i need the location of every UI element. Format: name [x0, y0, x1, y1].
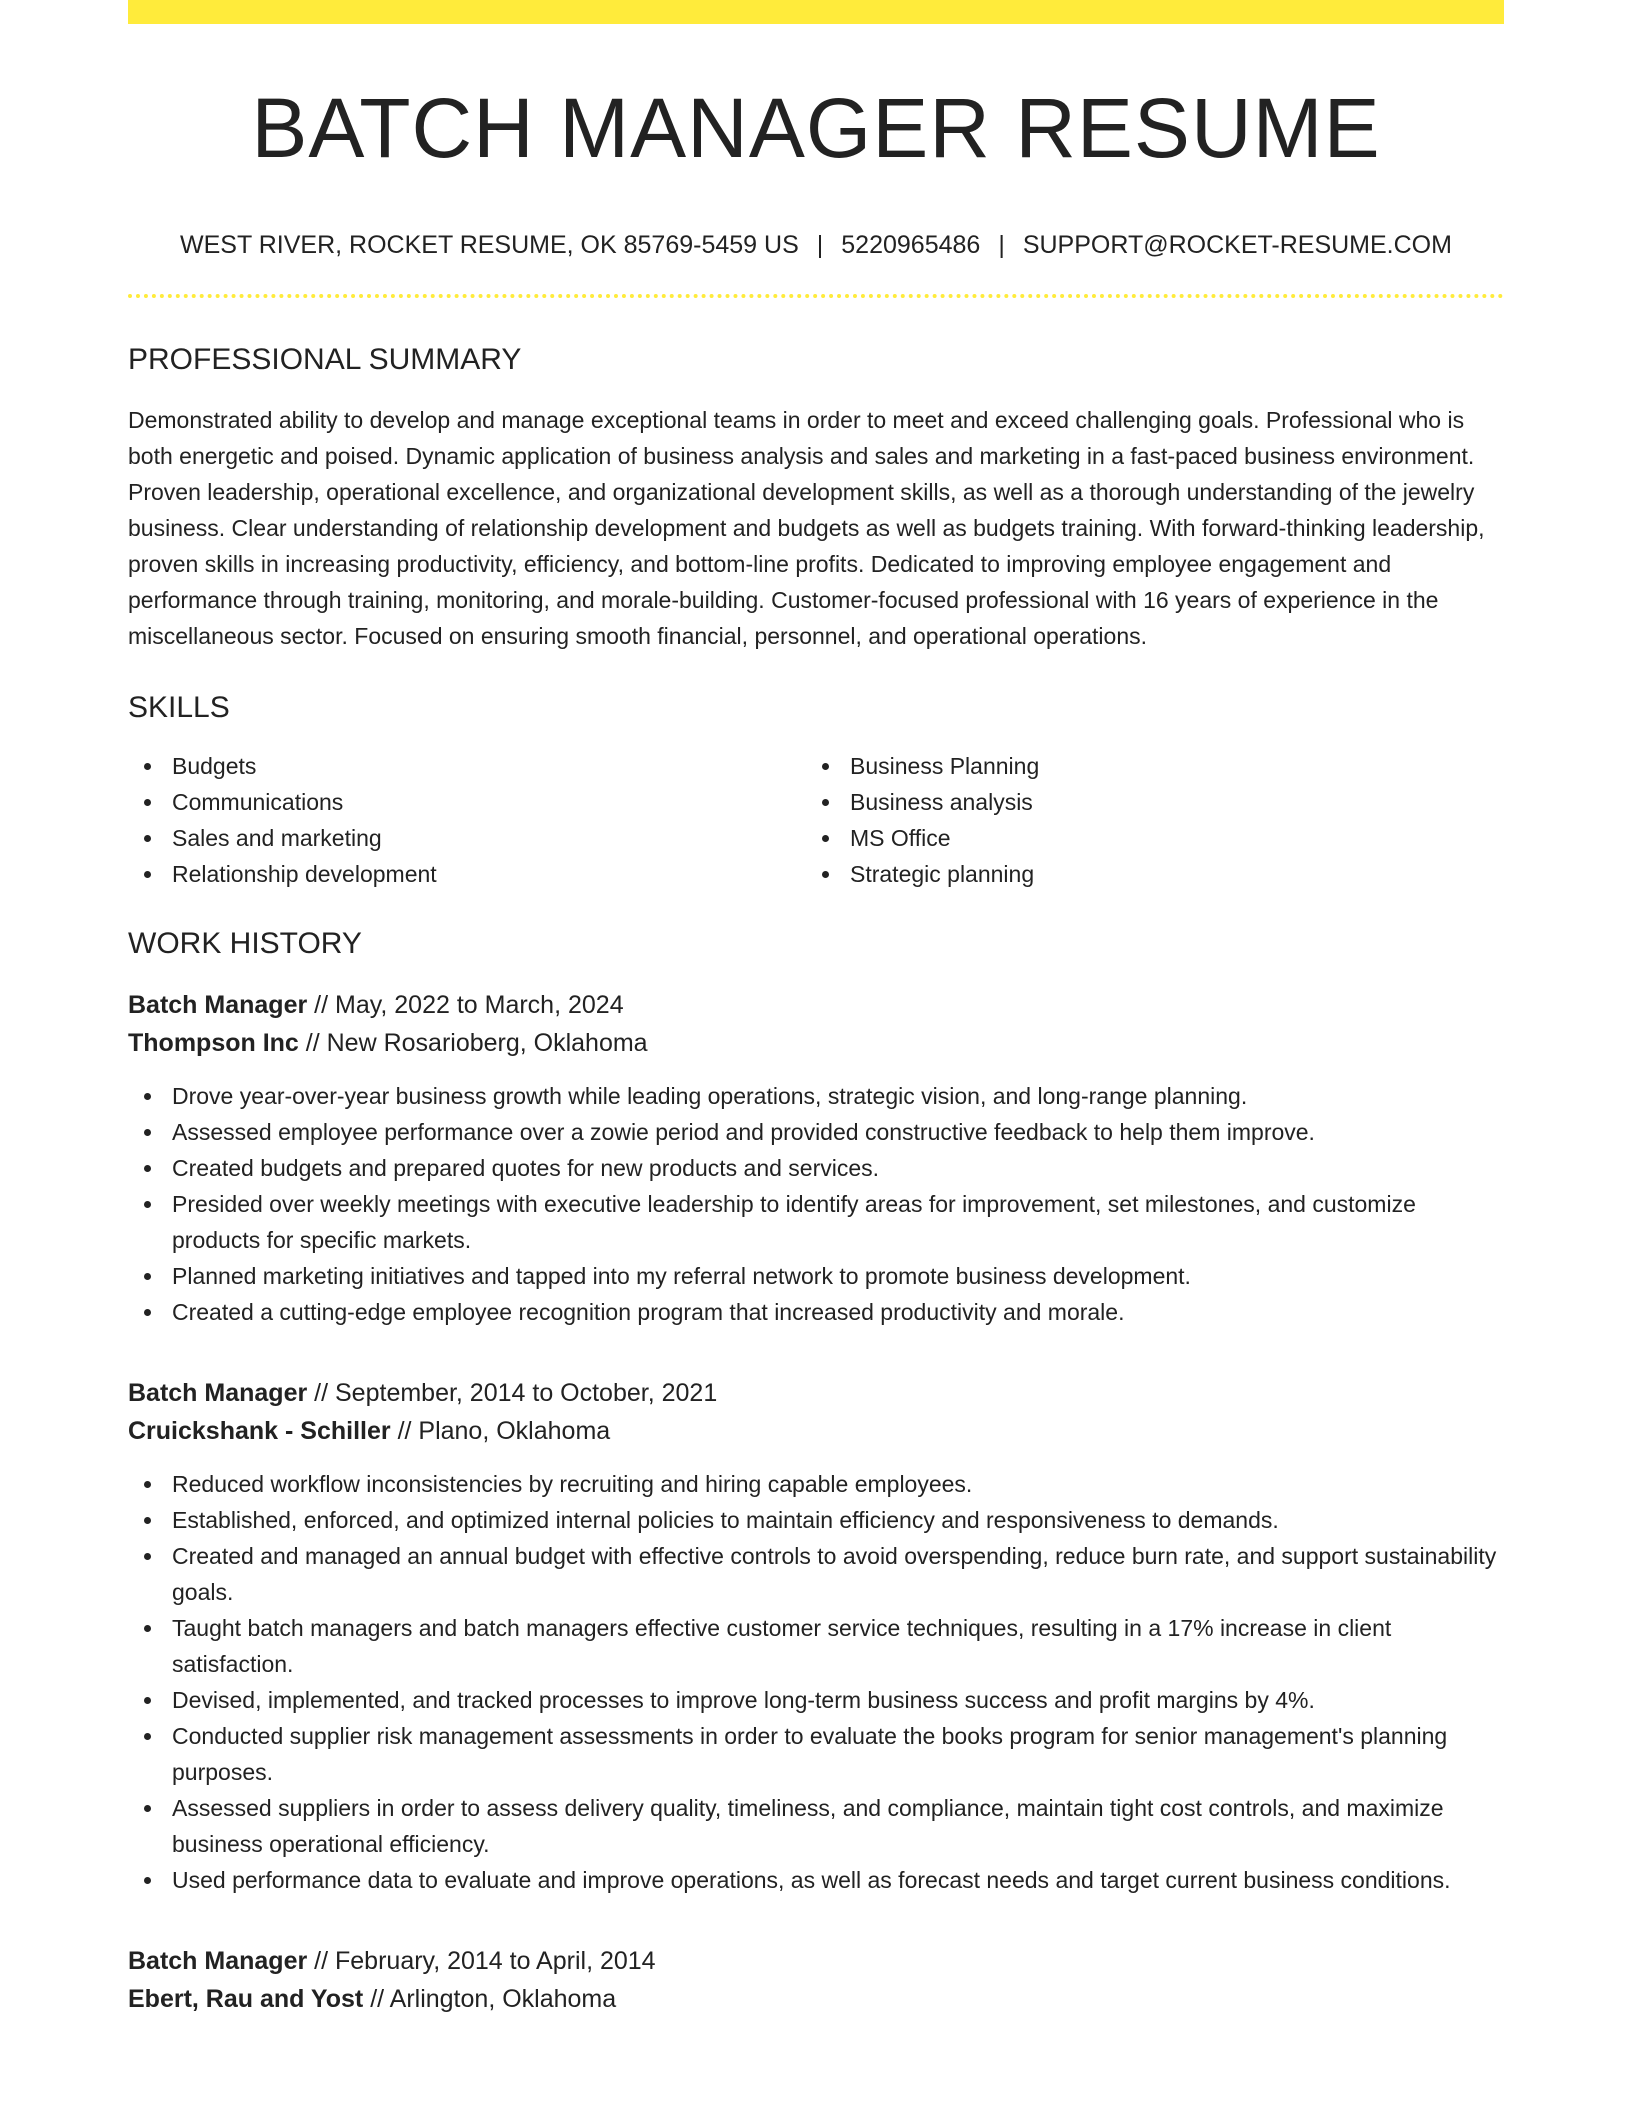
skill-item: Strategic planning [806, 856, 1484, 892]
skill-item: Budgets [128, 748, 806, 784]
job-bullet: Taught batch managers and batch managers effective customer service techniques, resulting in a 17% increase in client satisfaction. [128, 1610, 1504, 1682]
job-bullet: Used performance data to evaluate and improve operations, as well as forecast needs and target current business conditions. [128, 1862, 1504, 1898]
job-bullet: Created and managed an annual budget with effective controls to avoid overspending, reduce burn rate, and support sustainability goals. [128, 1538, 1504, 1610]
job-title: Batch Manager [128, 1379, 308, 1408]
accent-top-bar [128, 0, 1504, 24]
job-bullet: Reduced workflow inconsistencies by recruiting and hiring capable employees. [128, 1466, 1504, 1502]
job-bullet: Created budgets and prepared quotes for new products and services. [128, 1150, 1504, 1186]
job-dates: // February, 2014 to April, 2014 [314, 1947, 656, 1976]
job-dates: // May, 2022 to March, 2024 [314, 991, 624, 1020]
contact-email: SUPPORT@ROCKET-RESUME.COM [1022, 231, 1452, 260]
job-location: // New Rosarioberg, Oklahoma [305, 1029, 648, 1058]
job-company-line [128, 1024, 1504, 1062]
job-entry [128, 1374, 1504, 1898]
job-location: // Arlington, Oklahoma [370, 1985, 617, 2014]
job-entry [128, 1942, 1504, 2018]
job-bullet: Assessed employee performance over a zowie period and provided constructive feedback to help them improve. [128, 1114, 1504, 1150]
skills-column-left [128, 748, 806, 892]
resume-title: BATCH MANAGER RESUME [251, 81, 1381, 175]
job-company: Ebert, Rau and Yost [128, 1985, 364, 2014]
summary-text: Demonstrated ability to develop and manage exceptional teams in order to meet and exceed challenging goals. Professional who is both energetic and poised. Dynamic application of business analysis and sales and marketing in a fast-paced business environment. Proven leadership, operational excellence, and organizational development skills, as well as a thorough understanding of the jewelry business. Clear understanding of relationship development and budgets as well as budgets training. With forward-thinking leadership, proven skills in increasing productivity, efficiency, and bottom-line profits. Dedicated to improving employee engagement and performance through training, monitoring, and morale-building. Customer-focused professional with 16 years of experience in the miscellaneous sector. Focused on ensuring smooth financial, personnel, and operational operations. [128, 407, 1485, 650]
job-company: Thompson Inc [128, 1029, 299, 1058]
job-title-line [128, 1942, 1504, 1980]
job-title: Batch Manager [128, 1947, 308, 1976]
job-bullet: Devised, implemented, and tracked processes to improve long-term business success and profit margins by 4%. [128, 1682, 1504, 1718]
skills-heading: SKILLS [128, 691, 230, 725]
skills-grid [128, 748, 1504, 892]
job-company: Cruickshank - Schiller [128, 1417, 391, 1446]
skill-item: Business Planning [806, 748, 1484, 784]
job-bullet: Established, enforced, and optimized internal policies to maintain efficiency and responsiveness to demands. [128, 1502, 1504, 1538]
job-bullet: Created a cutting-edge employee recognition program that increased productivity and morale. [128, 1294, 1504, 1330]
summary-heading: PROFESSIONAL SUMMARY [128, 343, 522, 377]
job-bullet: Drove year-over-year business growth while leading operations, strategic vision, and long-range planning. [128, 1078, 1504, 1114]
job-bullet-list [128, 1466, 1504, 1898]
job-dates: // September, 2014 to October, 2021 [314, 1379, 718, 1408]
resume-page [128, 0, 1504, 2018]
skill-item: MS Office [806, 820, 1484, 856]
job-bullet-list [128, 1078, 1504, 1330]
job-bullet: Presided over weekly meetings with executive leadership to identify areas for improvement, set milestones, and customize products for specific markets. [128, 1186, 1504, 1258]
contact-line [128, 230, 1504, 260]
skill-item: Relationship development [128, 856, 806, 892]
skills-column-right [806, 748, 1484, 892]
job-company-line [128, 1412, 1504, 1450]
job-company-line [128, 1980, 1504, 2018]
job-bullet: Planned marketing initiatives and tapped into my referral network to promote business development. [128, 1258, 1504, 1294]
contact-address: WEST RIVER, ROCKET RESUME, OK 85769-5459 US [180, 231, 799, 260]
job-title-line [128, 1374, 1504, 1412]
skill-item: Communications [128, 784, 806, 820]
work-history-heading: WORK HISTORY [128, 927, 362, 961]
contact-phone: 5220965486 [841, 231, 981, 260]
job-title: Batch Manager [128, 991, 308, 1020]
job-bullet: Conducted supplier risk management assessments in order to evaluate the books program for senior management's planning purposes. [128, 1718, 1504, 1790]
dotted-divider [128, 294, 1504, 298]
job-title-line [128, 986, 1504, 1024]
contact-separator: | [998, 231, 1005, 260]
contact-separator: | [816, 231, 824, 260]
job-entry [128, 986, 1504, 1330]
skill-item: Sales and marketing [128, 820, 806, 856]
job-location: // Plano, Oklahoma [397, 1417, 611, 1446]
skill-item: Business analysis [806, 784, 1484, 820]
job-bullet: Assessed suppliers in order to assess delivery quality, timeliness, and compliance, maintain tight cost controls, and maximize business operational efficiency. [128, 1790, 1504, 1862]
